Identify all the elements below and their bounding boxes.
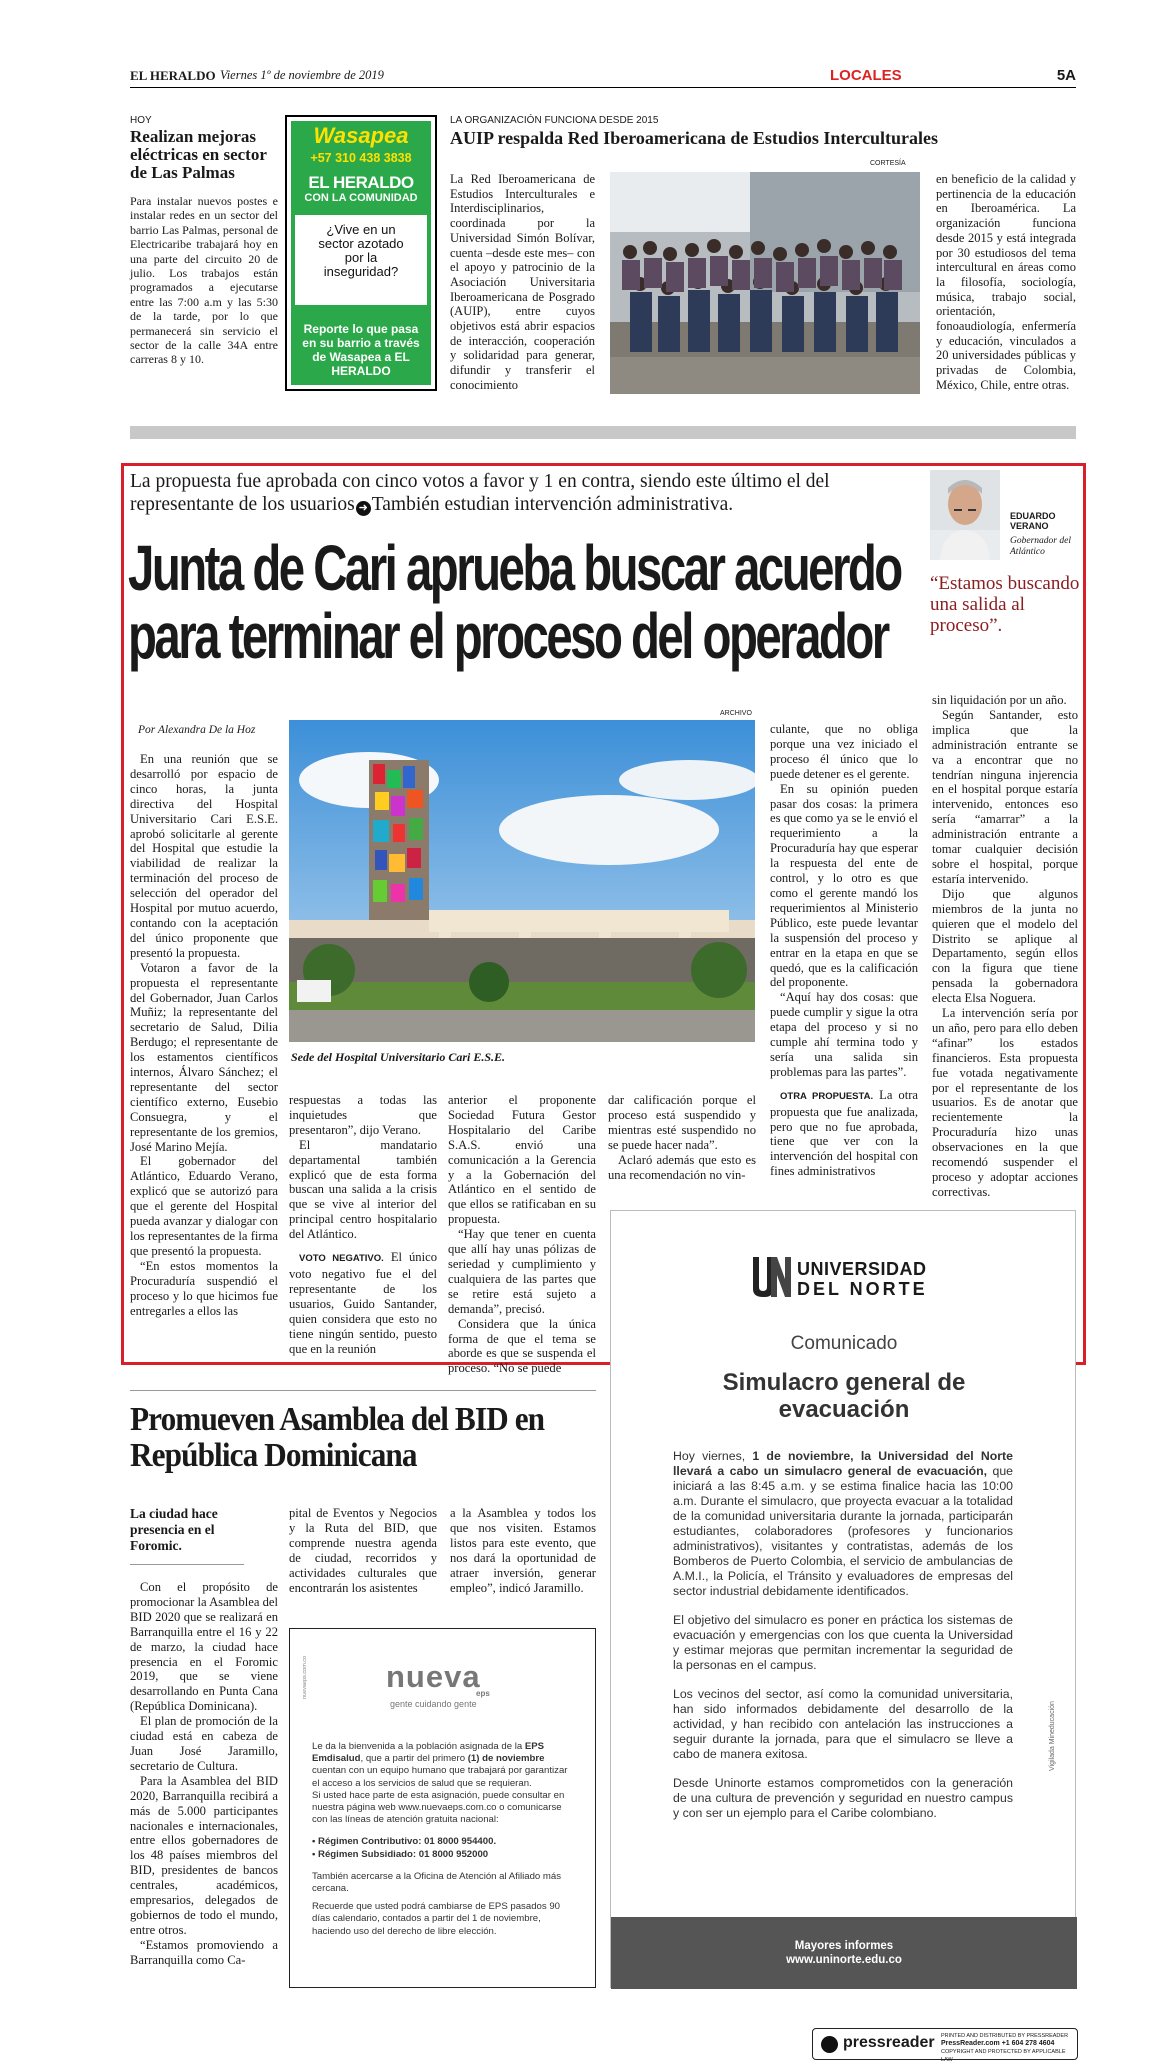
page-number: 5A [1056,67,1076,84]
main-dek-text-2: También estudian intervención administrativa. [371,494,734,515]
main-paragraph: respuestas a todas las inquietudes que presentaron”, dijo Verano. [289,1093,437,1137]
nueva-eps-ad [289,1628,596,1988]
main-paragraph: El mandatario departamental también explicó que de esta forma buscan una salida a la crisis que se vive al interior del principal centro hospitalario del Atlántico. [289,1137,437,1242]
quote-name: EDUARDO VERANO [1010,511,1056,531]
main-paragraph: “Aquí hay dos cosas: que puede cumplir y sigue la otra etapa del proceso y si no cumple ahí termina todo y sería una salida sin problemas para las partes”. [770,990,918,1079]
date: Viernes 1º de noviembre de 2019 [220,68,384,82]
auip-article [450,115,1076,148]
main-headline [128,532,901,672]
bid-paragraph: El plan de promoción de la ciudad está en cabeza de Juan José Jaramillo, secretario de Cultura. [130,1714,278,1773]
main-headline-line2: para terminar el proceso del operador [128,600,888,672]
uninorte-body [673,1449,1013,1821]
subhead: VOTO NEGATIVO. [299,1253,384,1265]
main-paragraph: Aclaró además que esto es una recomendación no vin- [608,1152,756,1182]
main-col5 [770,722,918,1179]
main-paragraph: Según Santander, esto implica que la administración entrante se va a encontrar que no tendrían ninguna injerencia en el hospital porque estaría intervenido, entonces eso sería “amarrar” a la administración entrante a tomar cualquier decisión sobre el hospital, porque estaría intervenido. [932,707,1078,886]
main-paragraph: Dijo que algunos miembros de la junta no quieren que el modelo del Distrito se aplique al Departamento, según ellos con la figura que tiene pensada la gobernadora electa Elsa Noguera. [932,886,1078,1006]
uninorte-title: Simulacro general de evacuación [722,1369,966,1423]
pressreader-line: COPYRIGHT AND PROTECTED BY APPLICABLE LAW [941,2049,1066,2063]
nueva-body [312,1741,576,1938]
main-dek-text: La propuesta fue aprobada con cinco votos a favor y 1 en contra, siendo este último el del representante de los usuarios [130,471,830,515]
auip-kicker: LA ORGANIZACIÓN FUNCIONA DESDE 2015 [450,115,659,126]
nueva-text-bold: (1) de noviembre [467,1753,545,1765]
brief-body: Para instalar nuevos postes e instalar redes en un sector del barrio Las Palmas, personal de Electricaribe trabajará hoy en una parte del circuito 20 de julio. Los trabajos están programados a ejecutarse entre las 7:00 a.m y las 5:30 de la tarde, por lo que permanecerá sin servicio el sector de la calle 34A entre carreras 8 y 10. [130,194,278,367]
quote-role: Gobernador del Atlántico [1010,536,1071,557]
photo-caption: Sede del Hospital Universitario Cari E.S.E. [291,1050,506,1064]
bid-paragraph: a la Asamblea y todos los que nos visiten. Estamos listos para este evento, que nos dará la oportunidad de atraer inversión, generar empleo”, indicó Jaramillo. [450,1506,596,1595]
main-paragraph: sin liquidación por un año. [932,693,1067,707]
nueva-text: También acercarse a la Oficina de Atención al Afiliado más cercana. [312,1870,562,1895]
bid-paragraph: Con el propósito de promocionar la Asamblea del BID 2020 que se realizará en Barranquilla entre el 16 y 22 de marzo, la ciudad hace presencia en el Foromic 2019, que se viene desarrollando en Punta Cana (República Dominicana). [130,1580,278,1714]
wasapea-ad [285,115,437,391]
main-col1 [130,752,278,1318]
bid-paragraph: “Estamos promoviendo a Barranquilla como Ca- [130,1937,278,1967]
main-paragraph: La otra propuesta que fue analizada, pero que no fue aprobada, tiene que ver con la intervención del hospital con fines administrativos [770,1087,918,1179]
uninorte-footer [611,1917,1077,1989]
pressreader-name: pressreader [843,2034,935,2051]
hospital-photo [289,720,755,1042]
byline [138,724,255,736]
bid-dek: La ciudad hace presencia en el Foromic. [130,1506,218,1553]
uninorte-comunicado: Comunicado [790,1333,898,1354]
bid-paragraph: Para la Asamblea del BID 2020, Barranquilla recibirá a más de 5.000 participantes nacionales e internacionales, entre ellos gobernadores de los 48 países miembros del BID, presidentes de bancos centrales, académicos, empresarios, delegados de gobiernos de todo el mundo, entre otros. [130,1773,278,1937]
main-paragraph: El único voto negativo fue el del representante de los usuarios, Guido Santander, quien considera que esto no tiene ningún sentido, puesto que en la reunión [289,1250,437,1356]
quote-text: “Estamos buscando una salida al proceso”. [930,573,1080,636]
nueva-text: , que a partir del primero [360,1753,468,1765]
uninorte-logo-line2: DEL NORTE [797,1279,928,1299]
wasapea-cta: Reporte lo que pasa en su barrio a través de Wasapea a EL HERALDO [302,322,420,378]
bid-headline: Promueven Asamblea del BID en República Dominicana [130,1401,545,1474]
wasapea-phone: +57 310 438 3838 [310,151,412,165]
main-paragraph: En su opinión pueden pasar dos cosas: la primera es que como ya se le envió el requerimiento a la Procuraduría hay que esperar la respuesta del ente de control, y lo otro es que como el gerente mandó los requerimientos al Ministerio Público, este puede levantar la suspensión del proceso y entrar en la etapa en que se quedó, que es la calificación del proponente. [770,781,918,990]
nueva-line-subsidiado: • Régimen Subsidiado: 01 8000 952000 [312,1848,489,1860]
main-paragraph: anterior el proponente Sociedad Futura Gestor Hospitalario del Caribe S.A.S. envió una comunicación a la Gerencia y a la Gobernación del Atlántico en el sentido de que ellos se ratificaban en su propuesta. [448,1093,596,1227]
main-paragraph: Considera que la única forma de que el tema se aborde es que se suspenda el proceso. “No se puede [448,1316,596,1376]
main-paragraph: Votaron a favor de la propuesta el representante del Gobernador, Juan Carlos Muñiz; la representante del secretario de Salud, Dilia Berdugo; el representante de los estamentos científicos internos, Álvaro Sánchez; el representante del sector científico externo, Eusebio Consuegra, y el representante de los gremios, José Marino Mejía. [130,960,278,1154]
photo-credit: ARCHIVO [720,710,752,717]
auip-credit: CORTESÍA [870,160,906,167]
nueva-tagline: gente cuidando gente [390,1699,477,1709]
uninorte-text: que iniciará a las 8:45 a.m. y se estima finalice hacia las 10:00 a.m. Durante el simulacro, que proyecta evacuar a la totalidad de la comunidad universitaria durante la jornada, participarán estudiantes, colaboradores (profesores y funcionarios administrativos), visitantes y contratistas, además de los Bomberos de Puerto Colombia, el servicio de ambulancias de A.M.I., la Policía, el Tránsito y evaluadores de empresas del sector industrial debidamente identificados. [673,1464,1013,1598]
main-dek [130,470,920,516]
divider [130,1564,244,1565]
wasapea-brand-sub: CON LA COMUNIDAD [304,192,418,204]
main-paragraph: “Hay que tener en cuenta que allí hay unas pólizas de seriedad y cumplimiento y cualquiera de las partes que se retire está sujeto a demanda”, precisó. [448,1227,596,1316]
main-paragraph: El gobernador del Atlántico, Eduardo Verano, explicó que se autorizó para que el gerente del Hospital pueda avanzar y dialogar con los representantes de la firma que presentó la propuesta. [130,1154,278,1258]
bid-col2 [289,1506,437,1595]
uninorte-text: Desde Uninorte estamos comprometidos con la generación de una cultura de prevención y seguridad en nuestro campus y con ser un ejemplo para el Caribe colombiano. [673,1776,1013,1820]
main-col2 [289,1093,437,1356]
pressreader-badge [812,2028,1078,2063]
main-paragraph: En una reunión que se desarrolló por espacio de cinco horas, la junta directiva del Hospital Universitario Cari E.S.E. aprobó solicitarle al gerente del Hospital que estudie la viabilidad de realizar la terminación del proceso de selección del operador del Hospital por mutuo acuerdo, contando con la aceptación del único proponente que presentó la propuesta. [130,752,278,960]
nueva-text: cuentan con un equipo humano que trabajará por garantizar el acceso a los servicios de salud que se requieran. [312,1765,568,1789]
main-headline-line1: Junta de Cari aprueba buscar acuerdo [128,532,901,604]
divider [130,1390,596,1391]
nueva-logo: nueva [386,1659,481,1694]
auip-col2: en beneficio de la calidad y pertinencia de la educación en Iberoamérica. La organización funciona desde 2015 y está integrada por 30 estudiosos del tema intercultural en áreas como la filosofía, sociología, música, trabajo social, orientación, fonoaudiología, enfermería y educación, vinculados a 20 universidades públicas y privadas de Colombia, México, Chile, entre otras. [936,172,1076,392]
main-paragraph: culante, que no obliga porque una vez iniciado el proceso él único que lo puede detener es el gerente. [770,722,918,781]
main-col3 [448,1093,596,1376]
wasapea-title: Wasapea [313,123,409,148]
main-paragraph: “En estos momentos la Procuraduría suspendió el proceso y lo que hicimos fue entregarles a ellos las [130,1258,278,1318]
wasapea-question: ¿Vive en un sector azotado por la inseguridad? [295,215,427,305]
verano-photo [930,470,1000,560]
pressreader-icon [821,2036,838,2053]
byline-text: Por Alexandra De la Hoz [138,724,256,736]
nueva-text: Si usted hace parte de esta asignación, puede consultar en nuestra página web www.nuevaeps.com.co o comunicarse con las líneas de atención gratuita nacional: [312,1789,565,1826]
arrow-icon: ➜ [356,501,371,516]
uninorte-footer-url[interactable]: www.uninorte.edu.co [786,1954,902,1966]
bid-paragraph: pital de Eventos y Negocios y la Ruta del BID, que comprende nuestra agenda de ciudad, recorridos y actividades culturales que encontrarán los asistentes [289,1506,437,1595]
main-col6 [932,693,1078,1200]
uninorte-text: Los vecinos del sector, así como la comunidad universitaria, han sido informados debidamente del desarrollo de la actividad, y han recibido con antelación las instrucciones a seguir durante la jornada, para que el simulacro se lleve a cabo de manera exitosa. [673,1687,1013,1761]
uninorte-text-bold: 1 de noviembre, la Universidad del Norte llevará a cabo un simulacro general de evacuación, [673,1449,1013,1478]
nueva-text: Le da la bienvenida a la población asignada de la [312,1741,525,1752]
uninorte-footer-1: Mayores informes [794,1940,894,1952]
wasapea-brand: EL HERALDO [308,173,414,192]
nueva-side: nuevaeps.com.co [302,1655,308,1699]
bid-col3 [450,1506,596,1595]
paper-name: EL HERALDO [130,68,216,83]
section-divider [130,426,1076,439]
brief-article [130,115,278,367]
uninorte-text: Hoy viernes, [673,1449,753,1463]
nueva-line-contributivo: • Régimen Contributivo: 01 8000 954400. [312,1836,497,1848]
section-label: LOCALES [830,67,902,84]
uninorte-text: El objetivo del simulacro es poner en práctica los sistemas de evacuación y emergencias con los que cuenta la Universidad y estimar mejoras que permitan incrementar la seguridad de la personas en el campus. [673,1613,1013,1672]
main-paragraph: dar calificación porque el proceso está suspendido y mientras esté suspendido no se puede hacer nada”. [608,1093,756,1152]
uninorte-logo-icon [751,1249,791,1299]
nueva-text: Recuerde que usted podrá cambiarse de EPS pasados 90 días calendario, contados a partir del 1 de noviembre, haciendo uso del derecho de libre elección. [312,1901,560,1937]
pressreader-line: PressReader.com +1 604 278 4604 [941,2040,1055,2047]
uninorte-logo-line1: UNIVERSIDAD [797,1259,927,1279]
main-paragraph: La intervención sería por un año, pero para ello deben “afinar” los estados financieros. Esta propuesta fue votada negativamente por el representante de los usuarios. Es de anotar que recientemente la Procuraduría hizo unas observaciones en la que recomendó suspender el proceso y adoptar acciones correctivas. [932,1006,1078,1199]
nueva-eps: eps [476,1689,490,1698]
auip-col1: La Red Iberoamericana de Estudios Interculturales e Interdisciplinarios, coordinada por la Universidad Simón Bolívar, cuenta –desde este mes– con el apoyo y patrocinio de la Asociación Universitaria Iberoamericana de Posgrado (AUIP), entre cuyos objetivos está abrir espacios de interacción, cooperación y solidaridad para generar, difundir y transferir el conocimiento [450,172,595,392]
page-header [130,68,1076,88]
brief-kicker: HOY [130,115,152,126]
uninorte-side: Vigilada Mineducación [1049,1701,1056,1771]
auip-headline: AUIP respalda Red Iberoamericana de Estudios Interculturales [450,128,939,148]
pressreader-line: PRINTED AND DISTRIBUTED BY PRESSREADER [941,2033,1069,2039]
subhead: OTRA PROPUESTA. [780,1090,874,1102]
pressreader-info [941,2032,1077,2064]
auip-photo [610,172,920,394]
main-col4 [608,1093,756,1182]
bid-col1 [130,1580,278,1968]
brief-headline: Realizan mejoras eléctricas en sector de Las Palmas [130,127,267,182]
nueva-text-bold: EPS Emdisalud [312,1741,545,1765]
uninorte-ad [610,1210,1076,1988]
